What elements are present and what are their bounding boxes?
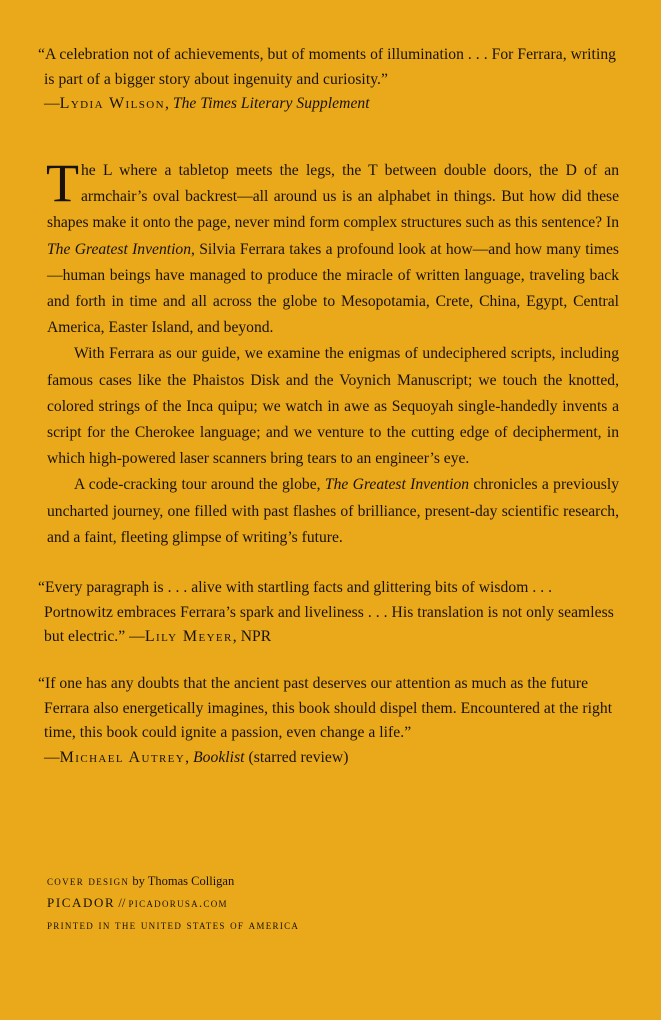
cover-design-credit [47,870,299,892]
printed-in: printed in the united states of america [47,918,300,932]
review-quote-1 [36,43,621,117]
book-description [46,153,619,551]
quote-text [36,576,621,650]
credits [47,870,299,936]
dash: — [44,95,60,112]
quote-text: “A celebration not of achievements, but of moments of illumination . . . For Ferrara, writing is part of a bigger story about ingenuity and curiosity.” [38,46,617,88]
paragraph-text: chronicles a previously uncharted journey, one filled with past flashes of brilliance, present-day scientific research, and a faint, fleeting glimpse of writing’s future. [47,476,619,546]
separator: , [185,748,194,766]
reviewer-name: Lily Meyer [144,628,233,645]
publication-name: The Times Literary Supplement [172,95,370,112]
cover-design-label: cover design [47,874,130,888]
reviewer-name: Lydia Wilson [59,95,165,112]
separator: // [115,896,129,910]
quote-attribution [36,92,621,117]
separator: , [232,628,241,645]
review-note: (starred review) [244,748,349,766]
book-title: The Greatest Invention [324,476,470,494]
review-quote-3 [36,672,621,770]
dash: — [125,628,145,645]
paragraph-text: he L where a tabletop meets the legs, the T between double doors, the D of an armchair’s oval backrest—all around us is an alphabet in things. But how did these shapes make it onto the page, never mind form complex structures such as this sentence? In [47,162,619,232]
review-quote-2 [36,576,621,650]
publication-name: Booklist [193,748,245,766]
separator: , [164,95,173,112]
publisher-line [47,892,299,914]
publisher-name: PICADOR [47,895,116,910]
description-paragraph-2: With Ferrara as our guide, we examine the enigmas of undeciphered scripts, including famous cases like the Phaistos Disk and the Voynich Manuscript; we touch the knotted, colored strings of the Inca quipu; we watch in awe as Sequoyah single-handedly invents a script for the Cherokee language; and we venture to the cutting edge of decipherment, in which high-powered laser scanners bring tears to an engineer’s eye. [47,345,619,468]
quote-attribution [36,746,621,771]
paragraph-text: , Silvia Ferrara takes a profound look at how—and how many times—human beings have managed to produce the miracle of written language, traveling back and forth in time and all across the globe to Mesopotamia, Crete, China, Egypt, Central America, Easter Island, and beyond. [47,240,619,337]
drop-cap: T [46,153,79,213]
description-paragraph-3 [47,472,619,551]
quote-text: “If one has any doubts that the ancient past deserves our attention as much as the future Ferrara also energetically imagines, this book should dispel them. Encountered at the right time, this book could ignite a passion, even change a life.” [38,675,613,741]
quote-body: “Every paragraph is . . . alive with startling facts and glittering bits of wisdom . . . Portnowitz embraces Ferrara’s spark and liveliness . . . His translation is not only seamless but electric.” [38,579,614,645]
dash: — [44,748,60,766]
book-title: The Greatest Invention [47,240,192,258]
publication-name: NPR [240,628,272,645]
cover-designer: by Thomas Colligan [129,874,235,888]
paragraph-text: A code-cracking tour around the globe, [74,476,325,494]
reviewer-name: Michael Autrey [59,748,186,766]
publisher-url: picadorusa.com [128,896,228,910]
description-paragraph-1 [46,153,619,341]
